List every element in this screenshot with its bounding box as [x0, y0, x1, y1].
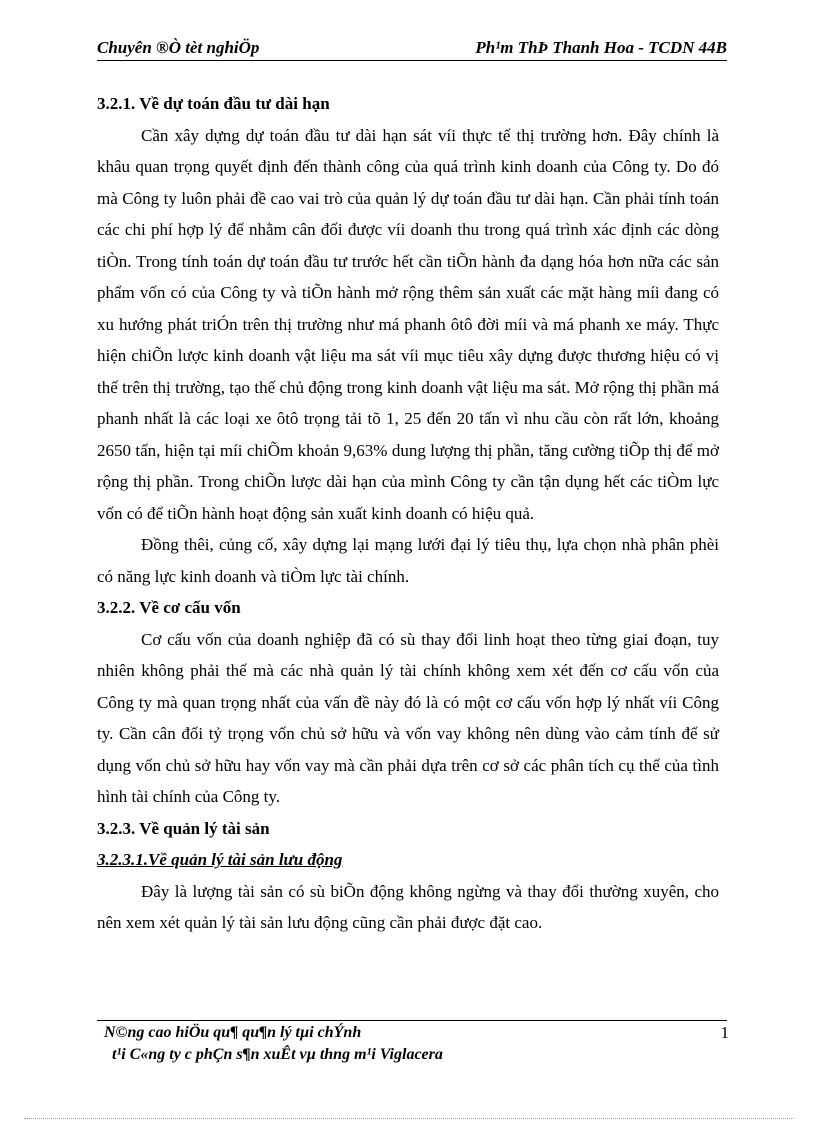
- page-header: [97, 38, 727, 60]
- footer-line-2: t¹i C«ng ty c phÇn s¶n xuÊt vµ thng m¹i Viglacera: [112, 1046, 443, 1063]
- paragraph: Cần xây dựng dự toán đầu tư dài hạn sát víi thực tế thị trường hơn. Đây chính là khâu quan trọng quyết định đến thành công của quá trình kinh doanh của Công ty. Do đó mà Công ty luôn phải đề cao vai trò của quản lý dự toán đầu tư dài hạn. Cần phải tính toán các chi phí hợp lý để nhằm cân đối được víi doanh thu trong quá trình xác định các dòng tiÒn. Trong tính toán dự toán đầu tư trước hết cần tiÕn hành đa dạng hóa hơn nữa các sản phẩm vốn có của Công ty và tiÕn hành mở rộng thêm sản xuất các mặt hàng míi đang có xu hướng phát triÓn trên thị trường như má phanh ôtô đời míi và má phanh xe máy. Thực hiện chiÕn lược kinh doanh vật liệu ma sát víi mục tiêu xây dựng được thương hiệu có vị thế trên thị trường, tạo thế chủ động trong kinh doanh vật liệu ma sát. Mở rộng thị phần má phanh nhất là các loại xe ôtô trọng tải tõ 1, 25 đến 20 tấn vì nhu cầu còn rất lớn, khoảng 2650 tấn, hiện tại míi chiÕm khoản 9,63% dung lượng thị phần, tăng cường tiÕp thị để mở rộng thị phần. Trong chiÕn lược dài hạn của mình Công ty cần tận dụng hết các tiÒm lực vốn có để tiÕn hành hoạt động sản xuất kinh doanh có hiệu quả.: [97, 125, 719, 523]
- document-body: [97, 88, 719, 939]
- header-thesis-title: Chuyên ®Ò tèt nghiÖp: [97, 38, 260, 57]
- footer-line-1: N©ng cao hiÖu qu¶ qu¶n lý tµi chÝnh: [104, 1024, 362, 1041]
- section-heading-3-2-3: 3.2.3. Về quản lý tài sản: [97, 818, 270, 838]
- page-number: 1: [720, 1023, 729, 1042]
- section-heading-3-2-2: 3.2.2. Về cơ cấu vốn: [97, 598, 241, 617]
- header-author: Ph¹m ThÞ Thanh Hoa - TCDN 44B: [475, 38, 727, 57]
- paragraph: Cơ cấu vốn của doanh nghiệp đã có sù thay đổi linh hoạt theo từng giai đoạn, tuy nhiên không phải thế mà các nhà quản lý tài chính không xem xét đến cơ cấu vốn của Công ty mà quan trọng nhất của vấn đề này đó là có một cơ cấu vốn hợp lý nhất víi Công ty. Cần cân đối tỷ trọng vốn chủ sở hữu và vốn vay không nên dùng vào cảm tính để sử dụng vốn chủ sở hữu hay vốn vay mà cần phải dựa trên cơ sở các phân tích cụ thể của tình hình tài chính của Công ty.: [97, 629, 719, 806]
- page-bottom-border: [24, 1118, 794, 1119]
- footer-rule: [97, 1020, 727, 1021]
- header-rule: [97, 60, 727, 61]
- paragraph: Đây là lượng tài sản có sù biÕn động không ngừng và thay đổi thường xuyên, cho nên xem xét quản lý tài sản lưu động cũng cần phải được đặt cao.: [97, 881, 719, 932]
- page-footer: [104, 1022, 729, 1066]
- paragraph: Đồng thêi, củng cố, xây dựng lại mạng lưới đại lý tiêu thụ, lựa chọn nhà phân phèi có năng lực kinh doanh và tiÒm lực tài chính.: [97, 535, 719, 586]
- section-heading-3-2-1: 3.2.1. Về dự toán đầu tư dài hạn: [97, 94, 330, 113]
- subsection-heading-3-2-3-1: 3.2.3.1.Về quản lý tài sản lưu động: [97, 850, 343, 869]
